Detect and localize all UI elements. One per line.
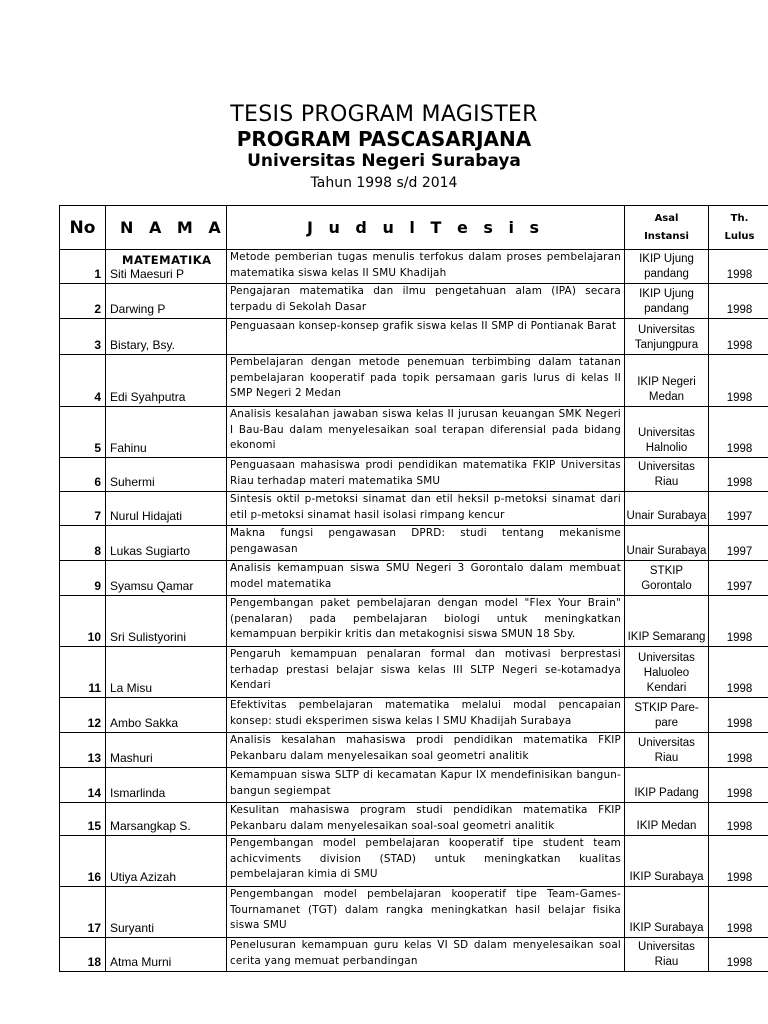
table-body xyxy=(60,250,768,972)
author-name-cell xyxy=(106,887,227,938)
graduation-year: 1998 xyxy=(709,836,768,887)
table-row xyxy=(60,938,768,972)
column-header-tahun xyxy=(709,206,768,250)
row-number: 9 xyxy=(60,561,106,596)
row-number: 1 xyxy=(60,250,106,284)
program-title: PROGRAM PASCASARJANA xyxy=(236,127,532,151)
thesis-table xyxy=(59,205,768,972)
table-row xyxy=(60,698,768,733)
author-name: Edi Syahputra xyxy=(110,390,186,404)
institution: IKIP Ujung pandang xyxy=(625,284,709,319)
graduation-year: 1998 xyxy=(709,887,768,938)
author-name-cell xyxy=(106,355,227,407)
graduation-year: 1998 xyxy=(709,596,768,647)
author-name-cell xyxy=(106,526,227,561)
table-row xyxy=(60,250,768,284)
institution: Unair Surabaya xyxy=(625,526,709,561)
column-header-judul: J u d u l T e s i s xyxy=(227,206,625,250)
university-name: Universitas Negeri Surabaya xyxy=(247,151,521,171)
row-number: 2 xyxy=(60,284,106,319)
author-name: Bistary, Bsy. xyxy=(110,338,175,352)
table-row xyxy=(60,733,768,768)
column-header-asal-line2: Instansi xyxy=(644,230,689,242)
column-header-nama: N A M A xyxy=(106,206,227,250)
institution: STKIP Gorontalo xyxy=(625,561,709,596)
row-number: 3 xyxy=(60,319,106,355)
author-name-cell xyxy=(106,250,227,284)
thesis-title: Pengajaran matematika dan ilmu pengetahuan alam (IPA) secara terpadu di Sekolah Dasar xyxy=(227,284,625,319)
author-name: Suryanti xyxy=(110,921,155,935)
institution: Universitas Riau xyxy=(625,938,709,972)
table-row xyxy=(60,596,768,647)
thesis-title: Kesulitan mahasiswa program studi pendidikan matematika FKIP Pekanbaru dalam menyelesaikan soal-soal geometri analitik xyxy=(227,803,625,836)
institution: Universitas Riau xyxy=(625,733,709,768)
author-name-cell xyxy=(106,647,227,698)
institution: IKIP Surabaya xyxy=(625,836,709,887)
author-name-cell xyxy=(106,319,227,355)
author-name-cell xyxy=(106,596,227,647)
thesis-title: Penelusuran kemampuan guru kelas VI SD dalam menyelesaikan soal cerita yang memuat perbandingan xyxy=(227,938,625,972)
table-row xyxy=(60,836,768,887)
graduation-year: 1997 xyxy=(709,526,768,561)
table-row xyxy=(60,526,768,561)
table-row xyxy=(60,284,768,319)
year-range: Tahun 1998 s/d 2014 xyxy=(310,175,458,191)
thesis-title: Analisis kesalahan jawaban siswa kelas II jurusan keuangan SMK Negeri I Bau-Bau dalam menyelesaikan soal terapan diferensial pada bidang ekonomi xyxy=(227,407,625,458)
author-name-cell xyxy=(106,458,227,492)
institution: Universitas Haluoleo Kendari xyxy=(625,647,709,698)
institution: Universitas Tanjungpura xyxy=(625,319,709,355)
column-header-tahun-line1: Th. xyxy=(730,212,749,224)
author-name-cell xyxy=(106,803,227,836)
graduation-year: 1998 xyxy=(709,407,768,458)
column-header-tahun-line2: Lulus xyxy=(724,230,755,242)
graduation-year: 1997 xyxy=(709,492,768,526)
author-name: La Misu xyxy=(110,681,153,695)
row-number: 12 xyxy=(60,698,106,733)
thesis-title: Pengaruh kemampuan penalaran formal dan motivasi berprestasi terhadap prestasi belajar siswa kelas III SLTP Negeri se-kotamadya Kendari xyxy=(227,647,625,698)
table-row xyxy=(60,803,768,836)
row-number: 6 xyxy=(60,458,106,492)
author-name: Ambo Sakka xyxy=(110,716,179,730)
row-number: 17 xyxy=(60,887,106,938)
graduation-year: 1998 xyxy=(709,698,768,733)
institution: Universitas Riau xyxy=(625,458,709,492)
column-header-asal-line1: Asal xyxy=(654,212,679,224)
graduation-year: 1998 xyxy=(709,803,768,836)
table-row xyxy=(60,561,768,596)
institution: IKIP Ujung pandang xyxy=(625,250,709,284)
institution: IKIP Semarang xyxy=(625,596,709,647)
thesis-title: Pengembangan model pembelajaran kooperatif tipe student team achicviments division (STAD) untuk meningkatkan kualitas pembelajaran kimia di SMU xyxy=(227,836,625,887)
thesis-title: Sintesis oktil p-metoksi sinamat dan etil heksil p-metoksi sinamat dari etil p-metoksi sinamat hasil isolasi rimpang kencur xyxy=(227,492,625,526)
graduation-year: 1998 xyxy=(709,458,768,492)
table-row xyxy=(60,458,768,492)
author-name-cell xyxy=(106,561,227,596)
institution: IKIP Padang xyxy=(625,768,709,803)
author-name: Marsangkap S. xyxy=(110,819,191,833)
graduation-year: 1998 xyxy=(709,319,768,355)
table-header-row xyxy=(60,206,768,250)
graduation-year: 1998 xyxy=(709,355,768,407)
table-row xyxy=(60,355,768,407)
author-name-cell xyxy=(106,698,227,733)
author-name-cell xyxy=(106,407,227,458)
graduation-year: 1997 xyxy=(709,561,768,596)
thesis-title: Analisis kemampuan siswa SMU Negeri 3 Gorontalo dalam membuat model matematika xyxy=(227,561,625,596)
author-name: Mashuri xyxy=(110,751,153,765)
thesis-title: Pengembangan model pembelajaran kooperatif tipe Team-Games-Tournamanet (TGT) dalam rangka meningkatkan hasil belajar fisika siswa SMU xyxy=(227,887,625,938)
table-row xyxy=(60,492,768,526)
table-row xyxy=(60,319,768,355)
author-name-cell xyxy=(106,768,227,803)
thesis-title: Efektivitas pembelajaran matematika melalui modal pencapaian konsep: studi eksperimen siswa kelas I SMU Khadijah Surabaya xyxy=(227,698,625,733)
row-number: 14 xyxy=(60,768,106,803)
institution: Universitas Halnolio xyxy=(625,407,709,458)
row-number: 15 xyxy=(60,803,106,836)
category-label: MATEMATIKA xyxy=(122,253,212,267)
author-name: Sri Sulistyorini xyxy=(110,630,187,644)
graduation-year: 1998 xyxy=(709,733,768,768)
author-name: Nurul Hidajati xyxy=(110,509,183,523)
graduation-year: 1998 xyxy=(709,284,768,319)
thesis-title: Penguasaan konsep-konsep grafik siswa kelas II SMP di Pontianak Barat xyxy=(227,319,625,355)
institution: STKIP Pare-pare xyxy=(625,698,709,733)
graduation-year: 1998 xyxy=(709,647,768,698)
graduation-year: 1998 xyxy=(709,938,768,972)
author-name-cell xyxy=(106,938,227,972)
graduation-year: 1998 xyxy=(709,250,768,284)
institution: IKIP Negeri Medan xyxy=(625,355,709,407)
thesis-title: Kemampuan siswa SLTP di kecamatan Kapur IX mendefinisikan bangun-bangun segiempat xyxy=(227,768,625,803)
table-row xyxy=(60,887,768,938)
author-name: Utiya Azizah xyxy=(110,870,177,884)
table-row xyxy=(60,407,768,458)
author-name: Syamsu Qamar xyxy=(110,579,194,593)
column-header-asal xyxy=(625,206,709,250)
table-row xyxy=(60,768,768,803)
thesis-title: Penguasaan mahasiswa prodi pendidikan matematika FKIP Universitas Riau terhadap materi matematika SMU xyxy=(227,458,625,492)
author-name-cell xyxy=(106,733,227,768)
row-number: 5 xyxy=(60,407,106,458)
row-number: 7 xyxy=(60,492,106,526)
author-name-cell xyxy=(106,284,227,319)
author-name: Ismarlinda xyxy=(110,786,166,800)
thesis-title: Pengembangan paket pembelajaran dengan model "Flex Your Brain"(penalaran) pada pembelajaran biologi untuk meningkatkan kemampuan berpikir kritis dan metakognisi siswa SMUN 18 Sby. xyxy=(227,596,625,647)
table-row xyxy=(60,647,768,698)
institution: IKIP Surabaya xyxy=(625,887,709,938)
thesis-title: Pembelajaran dengan metode penemuan terbimbing dalam tatanan pembelajaran kooperatif pada topik persamaan garis lurus di kelas II SMP Negeri 2 Medan xyxy=(227,355,625,407)
graduation-year: 1998 xyxy=(709,768,768,803)
column-header-no: No xyxy=(60,206,106,250)
institution: Unair Surabaya xyxy=(625,492,709,526)
author-name: Fahinu xyxy=(110,441,147,455)
thesis-title: Analisis kesalahan mahasiswa prodi pendidikan matematika FKIP Pekanbaru dalam menyelesaikan soal geometri analitik xyxy=(227,733,625,768)
document-title: TESIS PROGRAM MAGISTER xyxy=(230,102,538,127)
author-name: Atma Murni xyxy=(110,955,172,969)
row-number: 11 xyxy=(60,647,106,698)
row-number: 10 xyxy=(60,596,106,647)
author-name: Lukas Sugiarto xyxy=(110,544,191,558)
thesis-title: Makna fungsi pengawasan DPRD: studi tentang mekanisme pengawasan xyxy=(227,526,625,561)
author-name-cell xyxy=(106,492,227,526)
row-number: 16 xyxy=(60,836,106,887)
row-number: 8 xyxy=(60,526,106,561)
row-number: 18 xyxy=(60,938,106,972)
author-name: Siti Maesuri P xyxy=(110,267,185,281)
author-name: Suhermi xyxy=(110,475,155,489)
row-number: 13 xyxy=(60,733,106,768)
row-number: 4 xyxy=(60,355,106,407)
author-name-cell xyxy=(106,836,227,887)
institution: IKIP Medan xyxy=(625,803,709,836)
thesis-title: Metode pemberian tugas menulis terfokus dalam proses pembelajaran matematika siswa kelas II SMU Khadijah xyxy=(227,250,625,284)
author-name: Darwing P xyxy=(110,302,166,316)
